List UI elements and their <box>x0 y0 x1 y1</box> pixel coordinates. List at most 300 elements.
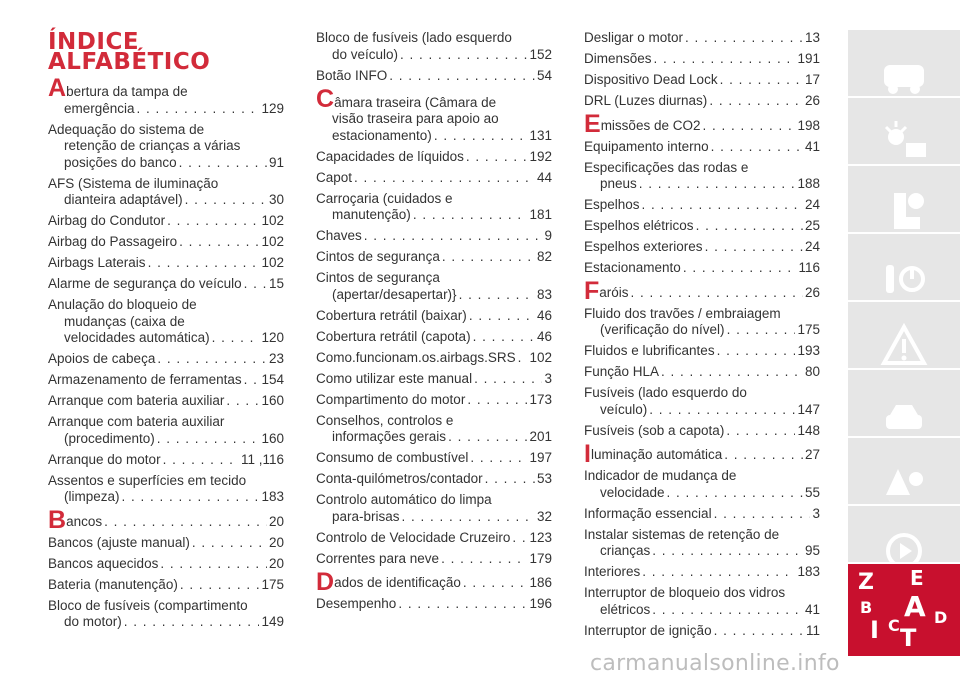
dot-leader <box>354 170 535 187</box>
dot-leader <box>702 118 795 135</box>
page-number: 55 <box>804 484 820 500</box>
page-number: 25 <box>804 218 820 233</box>
dot-leader <box>148 255 260 272</box>
entry-line <box>316 207 552 224</box>
index-entry[interactable] <box>316 567 552 596</box>
entry-line <box>316 492 552 509</box>
entry-text: Dispositivo Dead Lock <box>584 72 718 87</box>
page-number: 148 <box>797 422 820 438</box>
page-number: 102 <box>261 213 284 228</box>
index-letter: T <box>900 624 917 652</box>
page-number: 20 <box>268 513 284 529</box>
index-entry[interactable] <box>48 414 284 447</box>
entry-line <box>48 556 284 573</box>
entry-text: Espelhos <box>584 197 640 212</box>
entry-line <box>584 423 820 440</box>
entry-text: crianças <box>600 543 651 558</box>
index-entry[interactable] <box>584 468 820 501</box>
page-number: 20 <box>268 555 284 571</box>
entry-text: Airbag do Condutor <box>48 213 166 228</box>
dot-leader <box>714 506 811 523</box>
entry-text: Airbags Laterais <box>48 255 146 270</box>
dot-leader <box>244 276 267 293</box>
entry-text: Fluidos e lubrificantes <box>584 343 715 358</box>
entry-text: mudanças (caixa de <box>64 313 185 329</box>
entry-text: Espelhos elétricos <box>584 218 694 233</box>
index-entry[interactable] <box>316 249 552 266</box>
page-number: 123 <box>529 529 552 545</box>
index-entry[interactable] <box>48 276 284 293</box>
index-entry[interactable] <box>316 191 552 224</box>
entry-line <box>584 176 820 193</box>
entry-line <box>48 351 284 368</box>
entry-line <box>584 402 820 419</box>
entry-line <box>584 239 820 256</box>
dot-leader <box>160 556 267 573</box>
entry-line <box>48 577 284 594</box>
index-column-1 <box>48 74 284 635</box>
dot-leader <box>389 68 535 85</box>
dot-leader <box>642 197 803 214</box>
entry-line <box>584 30 820 47</box>
entry-text: Chaves <box>316 228 362 243</box>
index-entry[interactable] <box>48 213 284 230</box>
entry-line <box>584 277 820 305</box>
page-number: 188 <box>797 176 820 191</box>
page-number: 11 ,116 <box>240 451 284 467</box>
dot-leader <box>157 431 260 448</box>
index-entry[interactable] <box>48 535 284 552</box>
index-entry[interactable] <box>48 506 284 534</box>
entry-line <box>316 128 552 145</box>
index-column-2 <box>316 30 552 617</box>
entry-line <box>316 509 552 526</box>
index-entry[interactable] <box>48 234 284 251</box>
page-number: 173 <box>529 391 552 407</box>
entry-text: Bancos (ajuste manual) <box>48 534 190 550</box>
entry-text: (procedimento) <box>64 430 155 446</box>
entry-text: Bloco de fusíveis (compartimento <box>48 597 248 613</box>
index-letter: Z <box>858 570 874 595</box>
page-number: 160 <box>261 430 284 446</box>
entry-line <box>584 72 820 89</box>
entry-text: Adequação do sistema de <box>48 121 205 137</box>
entry-text: Como.funcionam.os.airbags.SRS <box>316 349 516 365</box>
entry-text: Estacionamento <box>584 260 681 275</box>
dot-leader <box>459 287 535 304</box>
page-number: 15 <box>268 276 284 291</box>
index-entry[interactable] <box>48 452 284 469</box>
section-letter: I <box>584 439 591 468</box>
page-number: 41 <box>804 601 820 617</box>
dot-leader <box>683 260 797 277</box>
entry-line <box>316 30 552 47</box>
entry-text: Indicador de mudança de <box>584 468 737 483</box>
entry-text: Interruptor de bloqueio dos vidros <box>584 585 786 600</box>
entry-text: velocidades automática) <box>64 330 210 345</box>
index-entry[interactable] <box>584 110 820 138</box>
index-entry[interactable] <box>48 74 284 117</box>
index-entry[interactable] <box>584 239 820 256</box>
index-entry[interactable] <box>48 297 284 347</box>
entry-text: (verificação do nível) <box>600 322 725 337</box>
entry-text: Assentos e superfícies em tecido <box>48 472 247 488</box>
entry-line <box>316 191 552 208</box>
dot-leader <box>226 393 259 410</box>
index-entry[interactable] <box>316 371 552 388</box>
entry-line <box>316 471 552 488</box>
index-entry[interactable] <box>316 170 552 187</box>
dot-leader <box>714 623 804 640</box>
index-entry[interactable] <box>584 30 820 47</box>
dot-leader <box>642 564 795 581</box>
dot-leader <box>649 402 795 419</box>
entry-text: AFS (Sistema de iluminação <box>48 175 219 191</box>
index-entry[interactable] <box>316 329 552 346</box>
tech-data-icon <box>876 455 932 511</box>
index-entry[interactable] <box>316 350 552 367</box>
page-number: 83 <box>536 286 552 302</box>
index-entry[interactable] <box>48 598 284 631</box>
index-entry[interactable] <box>584 51 820 68</box>
index-entry[interactable] <box>584 93 820 110</box>
section-letter: E <box>584 110 601 138</box>
index-entry[interactable] <box>584 306 820 339</box>
entry-line <box>48 372 284 389</box>
entry-line <box>48 176 284 193</box>
page-number: 198 <box>797 117 820 133</box>
index-entry[interactable] <box>316 68 552 85</box>
index-entry[interactable] <box>48 122 284 172</box>
dot-leader <box>157 351 267 368</box>
index-letter: D <box>934 608 948 627</box>
entry-line <box>48 122 284 139</box>
title-line-2: ALFABÉTICO <box>48 49 211 75</box>
index-entry[interactable] <box>584 506 820 523</box>
index-entry[interactable] <box>584 527 820 560</box>
index-entry[interactable] <box>316 149 552 166</box>
page-number: 27 <box>804 447 820 462</box>
entry-line <box>48 598 284 615</box>
index-entry[interactable] <box>584 564 820 581</box>
page-number: 41 <box>804 138 820 154</box>
entry-line <box>48 155 284 172</box>
entry-line <box>584 110 820 138</box>
index-entry[interactable] <box>584 423 820 440</box>
entry-text: Instalar sistemas de retenção de <box>584 526 780 542</box>
index-entry[interactable] <box>316 30 552 63</box>
entry-text: Airbag do Passageiro <box>48 234 178 249</box>
entry-text: Arranque com bateria auxiliar <box>48 393 225 408</box>
index-entry[interactable] <box>316 471 552 488</box>
index-entry[interactable] <box>48 351 284 368</box>
entry-line <box>48 255 284 272</box>
entry-line <box>584 385 820 402</box>
entry-line <box>584 439 820 468</box>
entry-line <box>584 506 820 523</box>
page-number: 201 <box>529 429 552 444</box>
entry-text: posições do banco <box>64 154 177 170</box>
entry-text: Correntes para neve <box>316 550 440 566</box>
entry-text: para-brisas <box>332 508 400 524</box>
entry-text: Bateria (manutenção) <box>48 576 178 592</box>
entry-text: Conselhos, controlos e <box>316 412 454 428</box>
index-entry[interactable] <box>316 596 552 613</box>
entry-text: Consumo de combustível <box>316 450 469 465</box>
entry-text: Controlo automático do limpa <box>316 492 492 507</box>
index-letter: A <box>904 590 926 623</box>
entry-line <box>316 596 552 613</box>
entry-line <box>48 393 284 410</box>
dot-leader <box>180 577 260 594</box>
page-number: 54 <box>536 67 552 83</box>
page-number: 11 <box>805 622 820 638</box>
entry-text: Como utilizar este manual <box>316 370 473 386</box>
dot-leader <box>163 452 239 469</box>
page-number: 24 <box>804 197 820 212</box>
entry-line <box>584 543 820 560</box>
dot-leader <box>442 249 535 266</box>
dot-leader <box>485 471 535 488</box>
entry-line <box>48 535 284 552</box>
entry-line <box>48 431 284 448</box>
entry-text: Carroçaria (cuidados e <box>316 190 453 206</box>
index-entry[interactable] <box>584 218 820 235</box>
index-entry[interactable] <box>584 623 820 640</box>
dot-leader <box>398 596 527 613</box>
entry-line <box>48 473 284 490</box>
dot-leader <box>467 392 527 409</box>
entry-line <box>316 287 552 304</box>
page-number: 149 <box>261 614 284 629</box>
entry-line <box>584 623 820 640</box>
entry-line <box>48 314 284 331</box>
entry-text: Informação essencial <box>584 505 712 521</box>
entry-line <box>316 249 552 266</box>
entry-text: Equipamento interno <box>584 138 709 154</box>
index-entry[interactable] <box>316 392 552 409</box>
chapter-sidebar <box>848 28 960 652</box>
entry-text: Interruptor de ignição <box>584 622 712 638</box>
entry-text: luminação automática <box>590 447 723 462</box>
page-number: 181 <box>529 207 552 222</box>
entry-line <box>584 564 820 581</box>
index-entry[interactable] <box>48 255 284 272</box>
entry-text: aróis <box>599 284 629 300</box>
dot-leader <box>720 72 803 89</box>
index-entry[interactable] <box>48 176 284 209</box>
entry-line <box>316 530 552 547</box>
dot-leader <box>639 176 796 193</box>
dot-leader <box>685 30 803 47</box>
dot-leader <box>124 614 260 631</box>
tab-index[interactable] <box>848 562 960 656</box>
index-entry[interactable] <box>316 84 552 145</box>
entry-text: ancos <box>66 513 103 529</box>
index-entry[interactable] <box>584 385 820 418</box>
index-column-3 <box>584 30 820 644</box>
page-number: 175 <box>261 576 284 592</box>
entry-text: retenção de crianças a várias <box>64 138 241 153</box>
entry-text: Compartimento do motor <box>316 391 466 407</box>
page-number: 30 <box>268 192 284 207</box>
dot-leader <box>212 330 260 347</box>
entry-line <box>316 551 552 568</box>
index-entry[interactable] <box>584 364 820 381</box>
entry-line <box>316 413 552 430</box>
entry-text: Desempenho <box>316 596 397 611</box>
page-number: 196 <box>529 596 552 611</box>
entry-text: Bloco de fusíveis (lado esquerdo <box>316 30 512 45</box>
entry-line <box>316 329 552 346</box>
entry-line <box>584 527 820 544</box>
dot-leader <box>470 450 527 467</box>
index-entry[interactable] <box>48 372 284 389</box>
page-number: 80 <box>804 364 820 379</box>
entry-line <box>584 602 820 619</box>
entry-text: DRL (Luzes diurnas) <box>584 93 708 108</box>
entry-line <box>48 276 284 293</box>
dot-leader <box>466 149 528 166</box>
section-letter: D <box>316 567 335 596</box>
index-entry[interactable] <box>48 577 284 594</box>
dot-leader <box>726 423 795 440</box>
dot-leader <box>696 218 803 235</box>
page-number: 23 <box>268 351 284 366</box>
page-number: 95 <box>804 543 820 558</box>
index-entry[interactable] <box>316 530 552 547</box>
page-number: 131 <box>529 127 552 143</box>
dot-leader <box>469 308 535 325</box>
title-line-1: ÍNDICE <box>48 29 140 55</box>
dot-leader <box>179 155 267 172</box>
dot-leader <box>192 535 267 552</box>
entry-text: visão traseira para apoio ao <box>332 111 499 126</box>
index-entry[interactable] <box>316 450 552 467</box>
index-letter: I <box>870 616 879 644</box>
entry-line <box>316 371 552 388</box>
page-number: 183 <box>797 564 820 579</box>
page-number: 3 <box>812 505 820 521</box>
dot-leader <box>244 372 260 389</box>
entry-line <box>316 149 552 166</box>
entry-text: emergência <box>64 100 135 116</box>
dot-leader <box>441 551 527 568</box>
page-number: 175 <box>797 322 820 337</box>
entry-text: velocidade <box>600 484 665 500</box>
warning-lights-icon <box>876 115 932 171</box>
index-entry[interactable] <box>316 270 552 303</box>
entry-text: Armazenamento de ferramentas <box>48 372 242 387</box>
index-entry[interactable] <box>316 413 552 446</box>
entry-text: Especificações das rodas e <box>584 159 749 175</box>
dot-leader <box>185 192 267 209</box>
index-entry[interactable] <box>48 556 284 573</box>
dot-leader <box>413 207 528 224</box>
entry-text: ados de identificação <box>334 575 461 590</box>
entry-text: Capot <box>316 169 353 185</box>
index-entry[interactable] <box>584 139 820 156</box>
dot-leader <box>631 285 803 302</box>
entry-text: Fluido dos travões / embraiagem <box>584 305 781 321</box>
index-entry[interactable] <box>48 393 284 410</box>
page-number: 152 <box>529 46 552 62</box>
wrench-car-icon <box>876 387 932 443</box>
section-letter: C <box>316 84 335 113</box>
index-entry[interactable] <box>48 473 284 506</box>
entry-line <box>316 429 552 446</box>
index-entry[interactable] <box>584 585 820 618</box>
page-number: 46 <box>536 307 552 323</box>
dot-leader <box>705 239 803 256</box>
entry-line <box>48 234 284 251</box>
section-letter: B <box>48 506 67 534</box>
entry-text: Cobertura retrátil (baixar) <box>316 307 467 323</box>
dot-leader <box>137 101 260 118</box>
entry-line <box>584 160 820 177</box>
index-entry[interactable] <box>584 343 820 360</box>
dot-leader <box>400 47 527 64</box>
entry-text: Espelhos exteriores <box>584 239 703 254</box>
index-entry[interactable] <box>316 492 552 525</box>
entry-text: Arranque com bateria auxiliar <box>48 414 225 429</box>
entry-line <box>316 84 552 113</box>
key-start-icon <box>876 251 932 307</box>
entry-text: Botão INFO <box>316 67 388 83</box>
page-number: 82 <box>536 249 552 264</box>
page-number: 32 <box>536 508 552 524</box>
entry-text: pneus <box>600 176 637 191</box>
page-number: 129 <box>261 100 284 116</box>
page-number: 26 <box>804 284 820 300</box>
entry-line <box>584 585 820 602</box>
index-entry[interactable] <box>584 72 820 89</box>
dot-leader <box>717 343 796 360</box>
entry-text: Conta-quilómetros/contador <box>316 471 483 486</box>
entry-line <box>584 306 820 323</box>
page-number: 179 <box>529 550 552 566</box>
page-number: 197 <box>529 450 552 465</box>
entry-line <box>584 197 820 214</box>
page-number: 116 <box>798 260 820 275</box>
page-number: 193 <box>797 343 820 358</box>
page-number: 191 <box>797 51 820 66</box>
entry-line <box>584 139 820 156</box>
page-number: 17 <box>804 72 820 87</box>
dot-leader <box>122 489 260 506</box>
index-entry[interactable] <box>584 260 820 277</box>
dot-leader <box>167 213 259 230</box>
index-entry[interactable] <box>584 439 820 468</box>
entry-line <box>584 260 820 277</box>
page-number: 183 <box>261 489 284 504</box>
index-entry[interactable] <box>316 308 552 325</box>
dot-leader <box>667 485 803 502</box>
car-info-icon <box>876 47 932 103</box>
index-entry[interactable] <box>584 197 820 214</box>
index-entry[interactable] <box>584 277 820 305</box>
entry-text: Bancos aquecidos <box>48 555 159 571</box>
index-entry[interactable] <box>316 228 552 245</box>
entry-line <box>48 101 284 118</box>
entry-text: Arranque do motor <box>48 451 161 467</box>
entry-text: Cobertura retrátil (capota) <box>316 328 471 344</box>
dot-leader <box>661 364 803 381</box>
entry-text: (limpeza) <box>64 489 120 504</box>
index-entry[interactable] <box>584 160 820 193</box>
dot-leader <box>709 93 803 110</box>
index-entry[interactable] <box>316 551 552 568</box>
